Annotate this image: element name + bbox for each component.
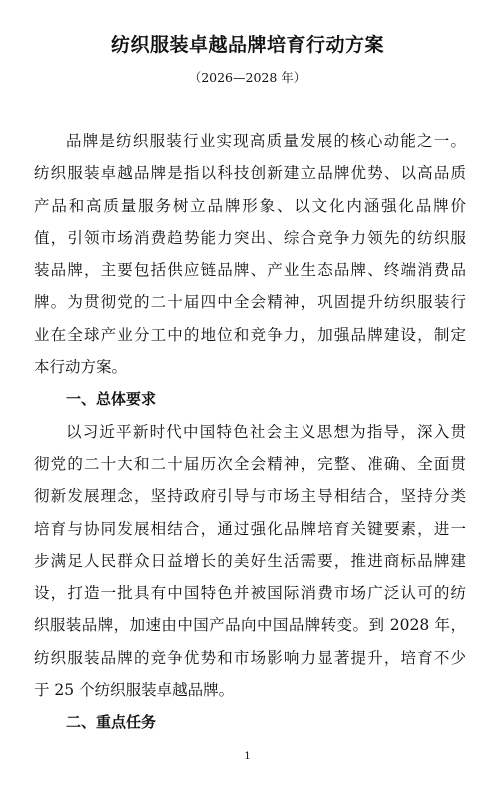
section-heading-key-tasks: 二、重点任务 [66, 713, 157, 732]
paragraph-1-line-6: 牌。为贯彻党的二十届四中全会精神，巩固提升纺织服装行 [34, 293, 466, 312]
document-title: 纺织服装卓越品牌培育行动方案 [110, 34, 384, 56]
paragraph-2-line-6: 设，打造一批具有中国特色并被国际消费市场广泛认可的纺 [34, 584, 466, 603]
paragraph-1-line-4: 值，引领市场消费趋势能力突出、综合竞争力领先的纺织服 [34, 228, 466, 247]
paragraph-2-line-8: 纺织服装品牌的竞争优势和市场影响力显著提升，培育不少 [34, 648, 466, 667]
paragraph-1-line-7: 业在全球产业分工中的地位和竞争力，加强品牌建设，制定 [34, 325, 466, 344]
paragraph-1-line-8: 本行动方案。 [34, 358, 128, 377]
document-body [34, 125, 466, 739]
paragraph-2-line-9: 于 25 个纺织服装卓越品牌。 [34, 681, 235, 700]
paragraph-1-line-5: 装品牌，主要包括供应链品牌、产业生态品牌、终端消费品 [34, 261, 466, 280]
paragraph-1-line-1: 品牌是纺织服装行业实现高质量发展的核心动能之一。 [66, 132, 466, 150]
paragraph-1-line-2: 纺织服装卓越品牌是指以科技创新建立品牌优势、以高品质 [34, 164, 466, 183]
paragraph-2-line-2: 彻党的二十大和二十届历次全会精神，完整、准确、全面贯 [34, 454, 466, 473]
paragraph-2-line-7: 织服装品牌，加速由中国产品向中国品牌转变。到 2028 年， [34, 616, 466, 635]
paragraph-2-line-4: 培育与协同发展相结合，通过强化品牌培育关键要素，进一 [34, 519, 466, 538]
page-number: 1 [244, 751, 251, 762]
paragraph-2-line-1: 以习近平新时代中国特色社会主义思想为指导，深入贯 [66, 422, 466, 441]
paragraph-1-line-3: 产品和高质量服务树立品牌形象、以文化内涵强化品牌价 [34, 196, 466, 215]
section-heading-general-requirements: 一、总体要求 [66, 390, 157, 409]
paragraph-2-line-5: 步满足人民群众日益增长的美好生活需要，推进商标品牌建 [34, 551, 466, 570]
document-subtitle: （2026—2028 年） [188, 70, 307, 85]
paragraph-2-line-3: 彻新发展理念，坚持政府引导与市场主导相结合，坚持分类 [34, 487, 466, 506]
